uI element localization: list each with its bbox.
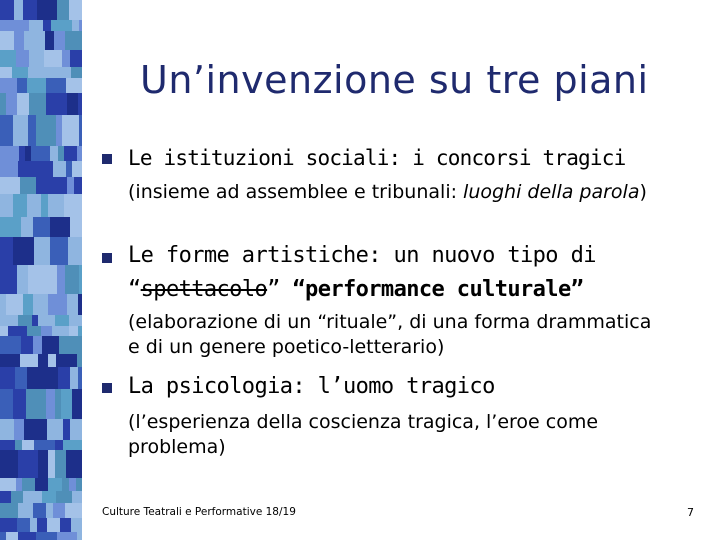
stripe-block [67, 294, 78, 315]
stripe-block [24, 31, 45, 50]
bullet-1-detail [128, 180, 688, 205]
stripe-block [78, 93, 82, 115]
stripe-block [46, 78, 66, 93]
stripe-block [0, 315, 8, 326]
stripe-block [0, 367, 15, 389]
stripe-block [0, 0, 14, 20]
stripe-block [0, 237, 13, 265]
stripe-block [48, 450, 55, 478]
slide-title: Un’invenzione su tre piani [140, 58, 649, 102]
decorative-stripe [0, 0, 82, 540]
stripe-block [72, 20, 79, 31]
stripe-block [74, 177, 82, 194]
stripe-block [64, 194, 82, 217]
stripe-block [0, 194, 13, 217]
stripe-block [35, 478, 48, 491]
stripe-block [23, 491, 42, 503]
stripe-block [68, 237, 82, 265]
stripe-block [15, 367, 27, 389]
bullet-square-icon [102, 383, 112, 393]
stripe-block [21, 336, 33, 354]
stripe-block [44, 50, 62, 67]
stripe-block [14, 0, 23, 20]
stripe-block [51, 20, 72, 31]
bullet-1-heading: Le istituzioni sociali: i concorsi tragici [128, 146, 626, 170]
stripe-block [13, 389, 26, 419]
stripe-block [69, 0, 82, 20]
stripe-block [41, 326, 52, 336]
stripe-block [0, 336, 21, 354]
bullet-square-icon [102, 154, 112, 164]
stripe-block [0, 326, 8, 336]
stripe-block [18, 161, 26, 177]
stripe-block [8, 315, 18, 326]
stripe-block [24, 419, 38, 440]
stripe-block [54, 31, 65, 50]
stripe-block [77, 146, 82, 161]
stripe-block [48, 194, 64, 217]
stripe-block [18, 450, 38, 478]
stripe-block [27, 194, 41, 217]
stripe-block [65, 31, 82, 50]
stripe-block [70, 367, 78, 389]
stripe-block [59, 336, 80, 354]
stripe-block [69, 478, 76, 491]
stripe-block [63, 419, 70, 440]
stripe-block [72, 491, 82, 503]
stripe-block [76, 478, 82, 491]
stripe-block [69, 326, 78, 336]
stripe-block [46, 93, 67, 115]
stripe-block [27, 78, 46, 93]
stripe-block [47, 419, 63, 440]
stripe-block [46, 389, 55, 419]
stripe-block [65, 265, 79, 294]
stripe-block [34, 440, 55, 450]
stripe-block [29, 20, 43, 31]
stripe-block [78, 326, 82, 336]
stripe-block [55, 315, 69, 326]
stripe-block [61, 389, 72, 419]
stripe-block [57, 532, 77, 540]
stripe-block [0, 450, 18, 478]
stripe-block [36, 532, 57, 540]
stripe-block [66, 450, 82, 478]
bullet-2-heading-line2 [128, 277, 583, 302]
stripe-block [6, 419, 14, 440]
stripe-block [79, 20, 82, 31]
stripe-block [18, 315, 32, 326]
stripe-block [37, 0, 57, 20]
footer-text: Culture Teatrali e Performative 18/19 [102, 506, 296, 518]
stripe-block [77, 532, 82, 540]
stripe-block [56, 354, 77, 367]
stripe-block [18, 532, 36, 540]
stripe-block [29, 50, 44, 67]
stripe-block [0, 265, 17, 294]
stripe-block [6, 294, 14, 315]
stripe-block [78, 294, 82, 315]
stripe-block [71, 518, 82, 532]
bullet-2-quote-close: ” [267, 277, 293, 302]
bullet-2-emphasis: “performance culturale” [292, 277, 584, 302]
bullet-1-detail-prefix: (insieme ad assemblee e tribunali: [128, 181, 464, 203]
stripe-block [57, 265, 65, 294]
stripe-block [7, 50, 16, 67]
stripe-block [64, 146, 77, 161]
stripe-block [65, 503, 82, 518]
stripe-block [62, 478, 69, 491]
stripe-block [0, 478, 16, 491]
stripe-block [47, 518, 60, 532]
stripe-block [0, 67, 12, 78]
stripe-block [50, 237, 68, 265]
stripe-block [79, 265, 82, 294]
stripe-block [66, 78, 82, 93]
bullet-2-detail: (elaborazione di un “rituale”, di una forma drammatica e di un genere poetico-letterario) [128, 311, 652, 358]
stripe-block [22, 478, 29, 491]
stripe-block [13, 237, 34, 265]
stripe-block [36, 115, 56, 146]
stripe-block [0, 354, 20, 367]
stripe-block [23, 294, 33, 315]
stripe-block [71, 67, 82, 78]
stripe-block [76, 315, 82, 326]
stripe-block [41, 161, 53, 177]
stripe-block [56, 491, 72, 503]
stripe-block [42, 336, 59, 354]
stripe-block [13, 20, 29, 31]
stripe-block [20, 177, 36, 194]
stripe-block [80, 336, 82, 354]
stripe-block [58, 367, 70, 389]
stripe-block [28, 115, 36, 146]
stripe-block [41, 194, 48, 217]
stripe-block [48, 478, 62, 491]
stripe-block [13, 194, 27, 217]
stripe-block [17, 93, 29, 115]
stripe-block [77, 354, 82, 367]
stripe-block [27, 367, 44, 389]
stripe-block [63, 440, 82, 450]
stripe-block [0, 50, 7, 67]
bullet-square-icon [102, 253, 112, 263]
stripe-block [0, 115, 13, 146]
stripe-block [33, 336, 42, 354]
stripe-block [0, 491, 11, 503]
stripe-block [53, 161, 66, 177]
stripe-block [15, 440, 22, 450]
stripe-block [38, 315, 55, 326]
stripe-block [47, 177, 67, 194]
stripe-block [18, 503, 33, 518]
stripe-block [0, 440, 15, 450]
stripe-block [52, 326, 69, 336]
stripe-block [42, 491, 56, 503]
stripe-block [26, 161, 41, 177]
stripe-block [33, 217, 50, 237]
bullet-3-heading: La psicologia: l’uomo tragico [128, 374, 495, 399]
stripe-block [72, 161, 82, 177]
bullet-2-heading-line1: Le forme artistiche: un nuovo tipo di [128, 243, 596, 268]
stripe-block [48, 354, 56, 367]
stripe-block [46, 503, 53, 518]
stripe-block [13, 115, 28, 146]
stripe-block [22, 440, 34, 450]
stripe-block [20, 354, 38, 367]
stripe-block [0, 177, 20, 194]
stripe-block [37, 518, 47, 532]
stripe-block [39, 67, 52, 78]
stripe-block [70, 217, 82, 237]
stripe-block [55, 440, 63, 450]
stripe-block [67, 177, 74, 194]
stripe-block [38, 354, 48, 367]
stripe-block [67, 93, 78, 115]
stripe-block [70, 50, 82, 67]
stripe-block [30, 518, 37, 532]
stripe-block [78, 367, 82, 389]
stripe-block [0, 20, 13, 31]
stripe-block [70, 419, 82, 440]
bullet-2-quote-open: “ [128, 277, 141, 302]
bullet-2-struck-word: spettacolo [140, 277, 268, 302]
stripe-block [43, 20, 51, 31]
stripe-block [28, 67, 39, 78]
stripe-block [33, 503, 46, 518]
stripe-block [48, 294, 67, 315]
bullet-1-detail-suffix: ) [639, 181, 647, 203]
stripe-block [49, 265, 57, 294]
stripe-block [53, 503, 65, 518]
stripe-block [14, 419, 24, 440]
stripe-block [8, 326, 27, 336]
stripe-block [29, 93, 46, 115]
stripe-block [28, 265, 49, 294]
stripe-block [36, 177, 47, 194]
stripe-block [6, 93, 17, 115]
stripe-block [50, 217, 70, 237]
stripe-block [6, 532, 18, 540]
stripe-block [79, 115, 82, 146]
stripe-block [0, 389, 13, 419]
stripe-block [0, 161, 18, 177]
bullet-1-detail-italic: luoghi della parola [463, 181, 640, 203]
stripe-block [12, 67, 28, 78]
stripe-block [0, 217, 21, 237]
stripe-block [16, 50, 29, 67]
stripe-block [62, 115, 79, 146]
stripe-block [38, 450, 48, 478]
stripe-block [38, 419, 47, 440]
stripe-block [17, 518, 30, 532]
stripe-block [0, 31, 14, 50]
bullet-3-detail: (l’esperienza della coscienza tragica, l’eroe come problema) [128, 411, 599, 458]
stripe-block [21, 217, 33, 237]
stripe-block [45, 31, 54, 50]
stripe-block [33, 294, 48, 315]
stripe-block [17, 78, 27, 93]
stripe-block [11, 491, 23, 503]
stripe-block [27, 326, 41, 336]
stripe-block [26, 389, 46, 419]
stripe-block [0, 518, 17, 532]
stripe-block [52, 67, 71, 78]
stripe-block [14, 31, 24, 50]
stripe-block [62, 50, 70, 67]
stripe-block [31, 146, 50, 161]
stripe-block [14, 294, 23, 315]
stripe-block [44, 367, 58, 389]
stripe-block [34, 237, 50, 265]
stripe-block [72, 389, 82, 419]
stripe-block [55, 450, 66, 478]
stripe-block [60, 518, 71, 532]
stripe-block [50, 146, 58, 161]
stripe-block [0, 503, 18, 518]
stripe-block [0, 78, 17, 93]
stripe-block [57, 0, 69, 20]
stripe-block [69, 315, 76, 326]
stripe-block [23, 0, 37, 20]
page-number: 7 [687, 506, 694, 519]
stripe-block [0, 146, 19, 161]
stripe-block [17, 265, 28, 294]
